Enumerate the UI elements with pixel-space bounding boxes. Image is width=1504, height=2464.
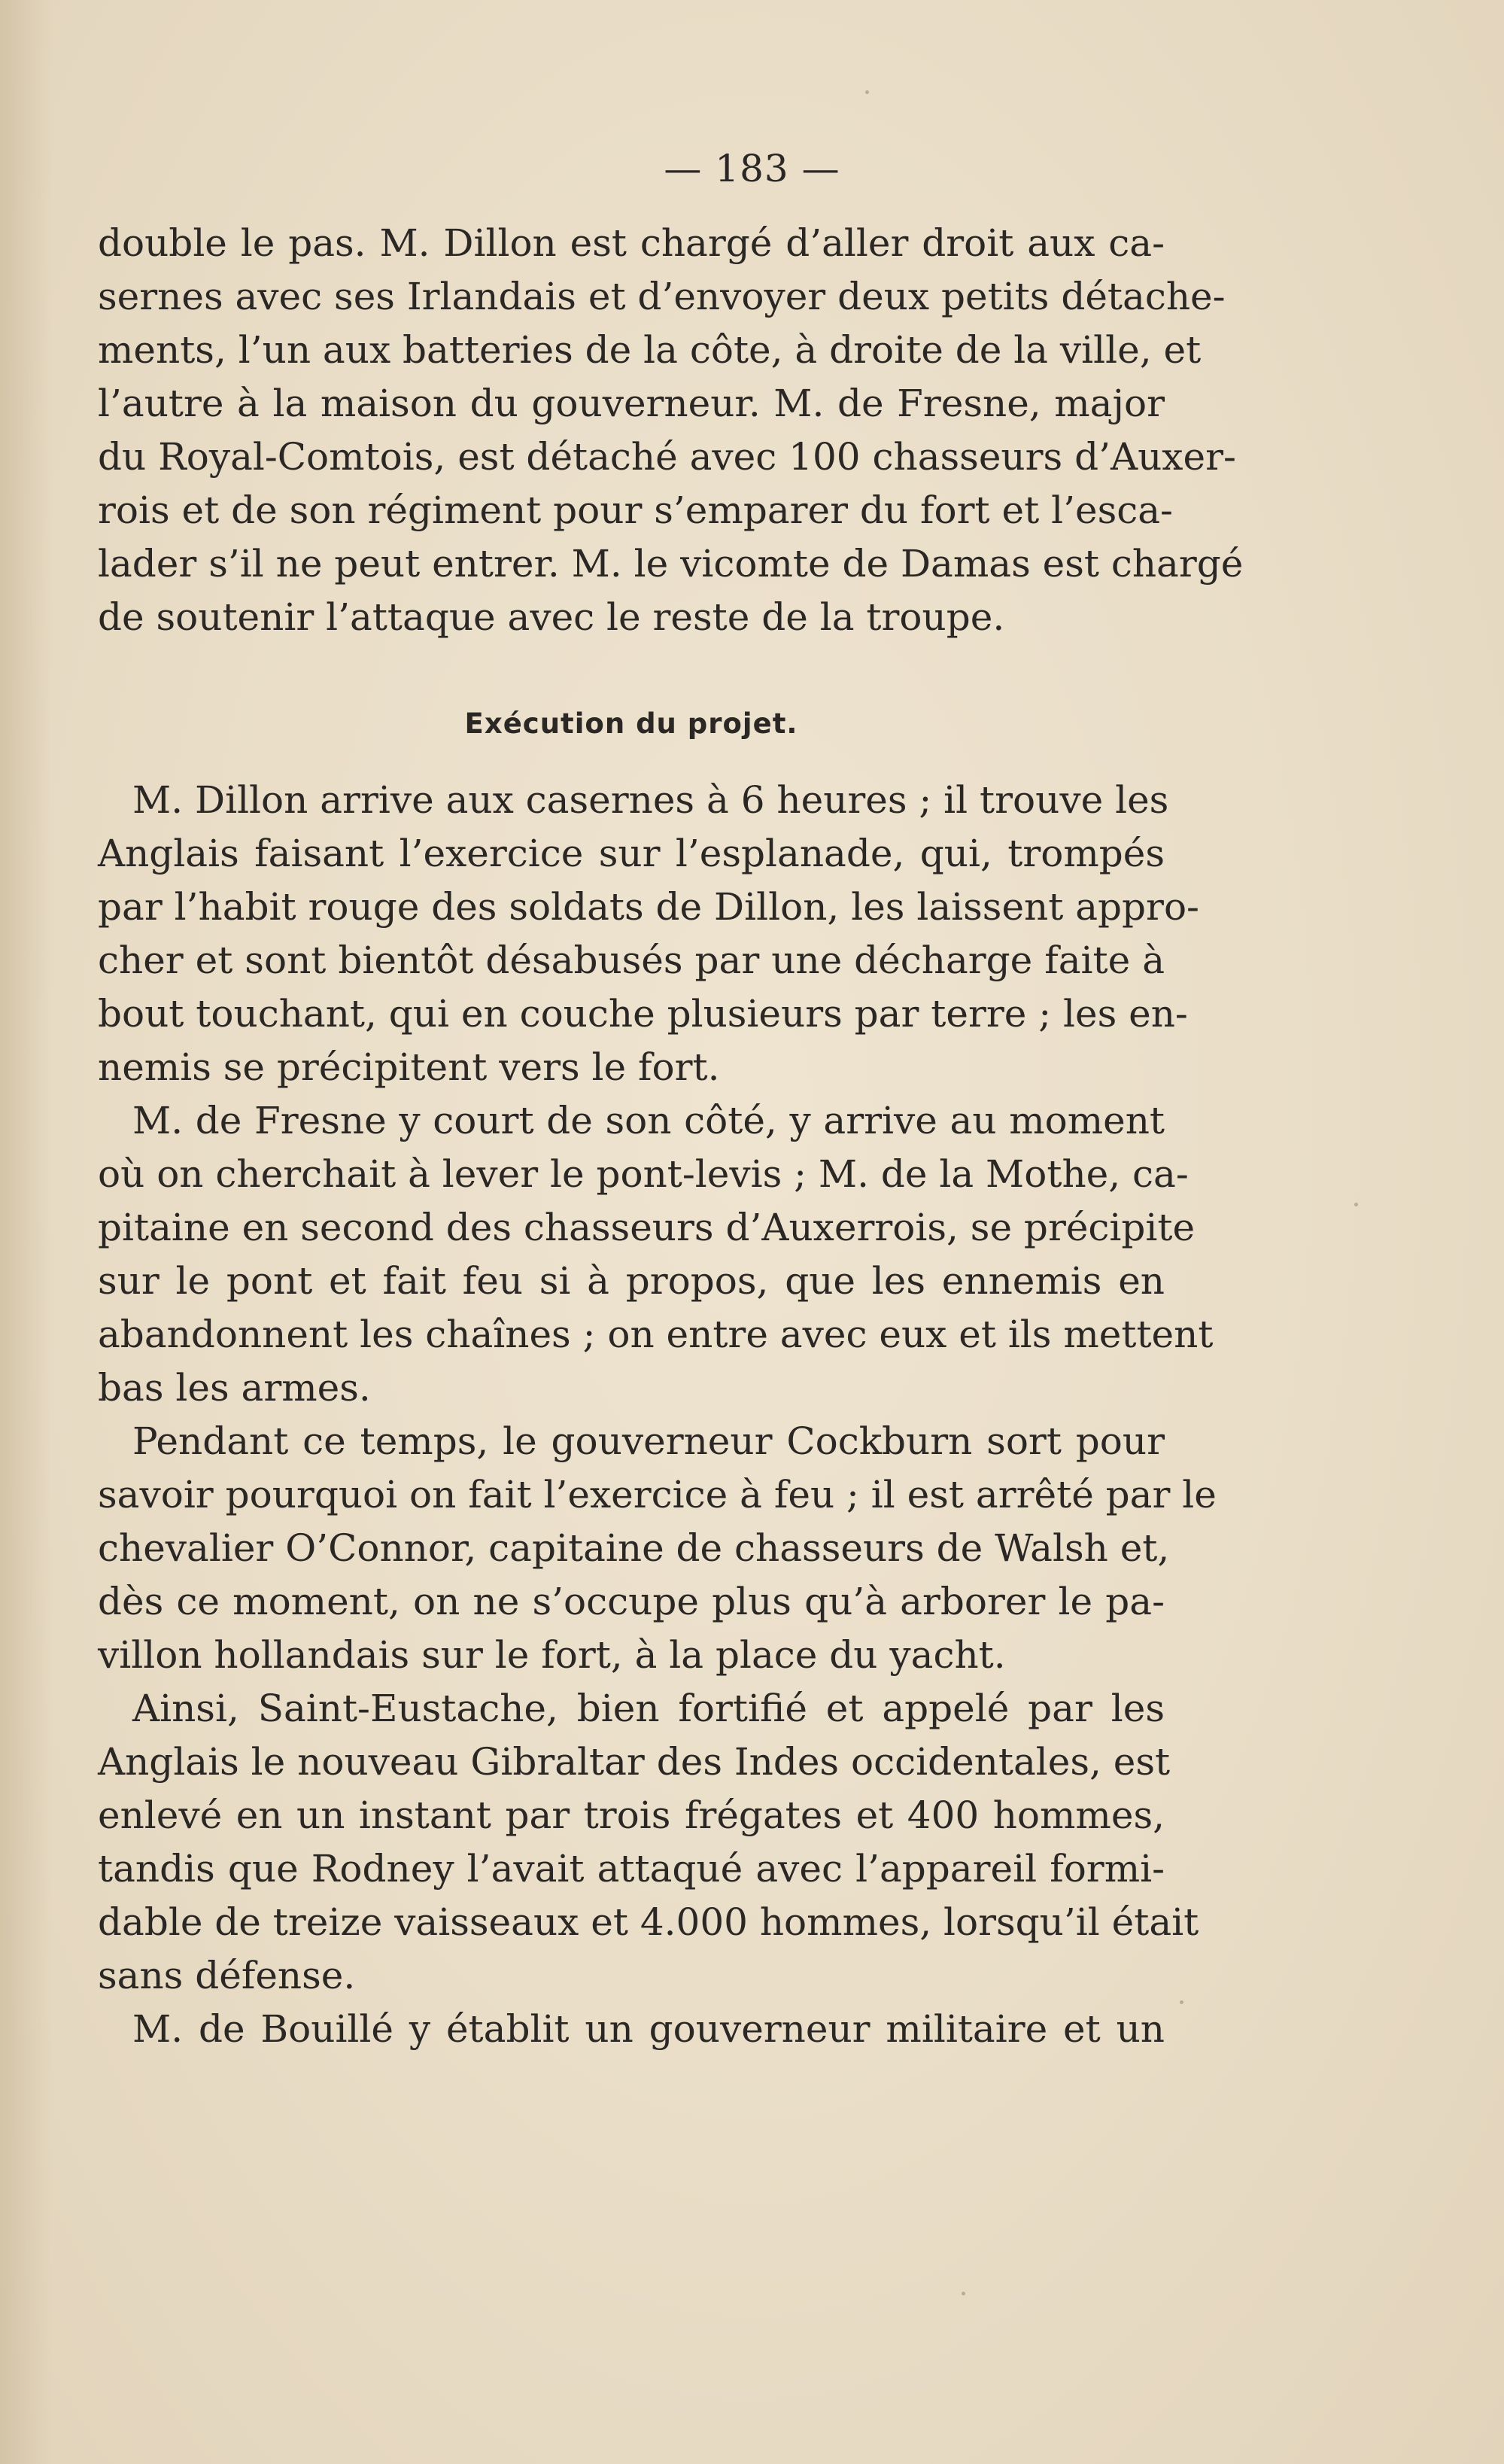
- paragraph-6: [98, 2003, 1165, 2056]
- text-line: Pendant ce temps, le gouverneur Cockburn sort pour: [132, 1419, 1165, 1463]
- body-text: [98, 217, 1244, 2056]
- text-line: M. Dillon arrive aux casernes à 6 heures ; il trouve les: [132, 778, 1169, 822]
- paragraph-4: [98, 1415, 1217, 1682]
- text-line: sernes avec ses Irlandais et d’envoyer deux petits détache-: [98, 275, 1226, 318]
- text-line: l’autre à la maison du gouverneur. M. de Fresne, major: [98, 382, 1165, 425]
- speck: [1180, 2000, 1183, 2004]
- text-line: du Royal-Comtois, est détaché avec 100 chasseurs d’Auxer-: [98, 435, 1236, 479]
- text-line: abandonnent les chaînes ; on entre avec eux et ils mettent: [98, 1313, 1214, 1356]
- text-line: dable de treize vaisseaux et 4.000 hommes, lorsqu’il était: [98, 1900, 1199, 1944]
- text-line: M. de Bouillé y établit un gouverneur militaire et un: [132, 2007, 1165, 2051]
- paragraph-5: [98, 1682, 1199, 2003]
- text-line: Anglais le nouveau Gibraltar des Indes occidentales, est: [98, 1740, 1171, 1784]
- text-line: Ainsi, Saint-Eustache, bien fortifié et appelé par les: [132, 1687, 1165, 1730]
- speck: [1354, 1203, 1358, 1206]
- spine-shadow: [0, 0, 53, 2464]
- text-line: cher et sont bientôt désabusés par une décharge faite à: [98, 938, 1165, 982]
- paragraph-2: [98, 774, 1199, 1094]
- text-line: sur le pont et fait feu si à propos, que les ennemis en: [98, 1259, 1165, 1303]
- page-number: — 183 —: [664, 147, 840, 190]
- text-line: enlevé en un instant par trois frégates et 400 hommes,: [98, 1793, 1165, 1837]
- text-line: chevalier O’Connor, capitaine de chasseurs de Walsh et,: [98, 1526, 1170, 1570]
- text-line: tandis que Rodney l’avait attaqué avec l’appareil formi-: [98, 1847, 1165, 1891]
- speck: [962, 2292, 965, 2295]
- text-line: par l’habit rouge des soldats de Dillon, les laissent appro-: [98, 885, 1199, 929]
- paragraph-1: [98, 217, 1244, 644]
- text-line: rois et de son régiment pour s’emparer du fort et l’esca-: [98, 488, 1173, 532]
- text-line: sans défense.: [98, 1954, 356, 1997]
- text-line: bout touchant, qui en couche plusieurs par terre ; les en-: [98, 992, 1188, 1036]
- text-line: savoir pourquoi on fait l’exercice à feu ; il est arrêté par le: [98, 1473, 1217, 1516]
- text-line: de soutenir l’attaque avec le reste de la troupe.: [98, 595, 1005, 639]
- text-line: villon hollandais sur le fort, à la place du yacht.: [98, 1633, 1006, 1677]
- text-line: nemis se précipitent vers le fort.: [98, 1045, 720, 1089]
- text-line: M. de Fresne y court de son côté, y arrive au moment: [132, 1099, 1165, 1142]
- text-line: lader s’il ne peut entrer. M. le vicomte de Damas est chargé: [98, 542, 1244, 586]
- paragraph-3: [98, 1094, 1214, 1415]
- section-heading: Exécution du projet.: [464, 707, 798, 740]
- text-line: dès ce moment, on ne s’occupe plus qu’à arborer le pa-: [98, 1580, 1165, 1623]
- speck: [865, 90, 869, 94]
- text-line: ments, l’un aux batteries de la côte, à droite de la ville, et: [98, 328, 1202, 372]
- text-line: Anglais faisant l’exercice sur l’esplanade, qui, trompés: [98, 832, 1165, 875]
- text-line: double le pas. M. Dillon est chargé d’aller droit aux ca-: [98, 221, 1165, 265]
- text-line: où on cherchait à lever le pont-levis ; M. de la Mothe, ca-: [98, 1152, 1189, 1196]
- text-line: pitaine en second des chasseurs d’Auxerrois, se précipite: [98, 1206, 1196, 1249]
- text-line: bas les armes.: [98, 1366, 371, 1410]
